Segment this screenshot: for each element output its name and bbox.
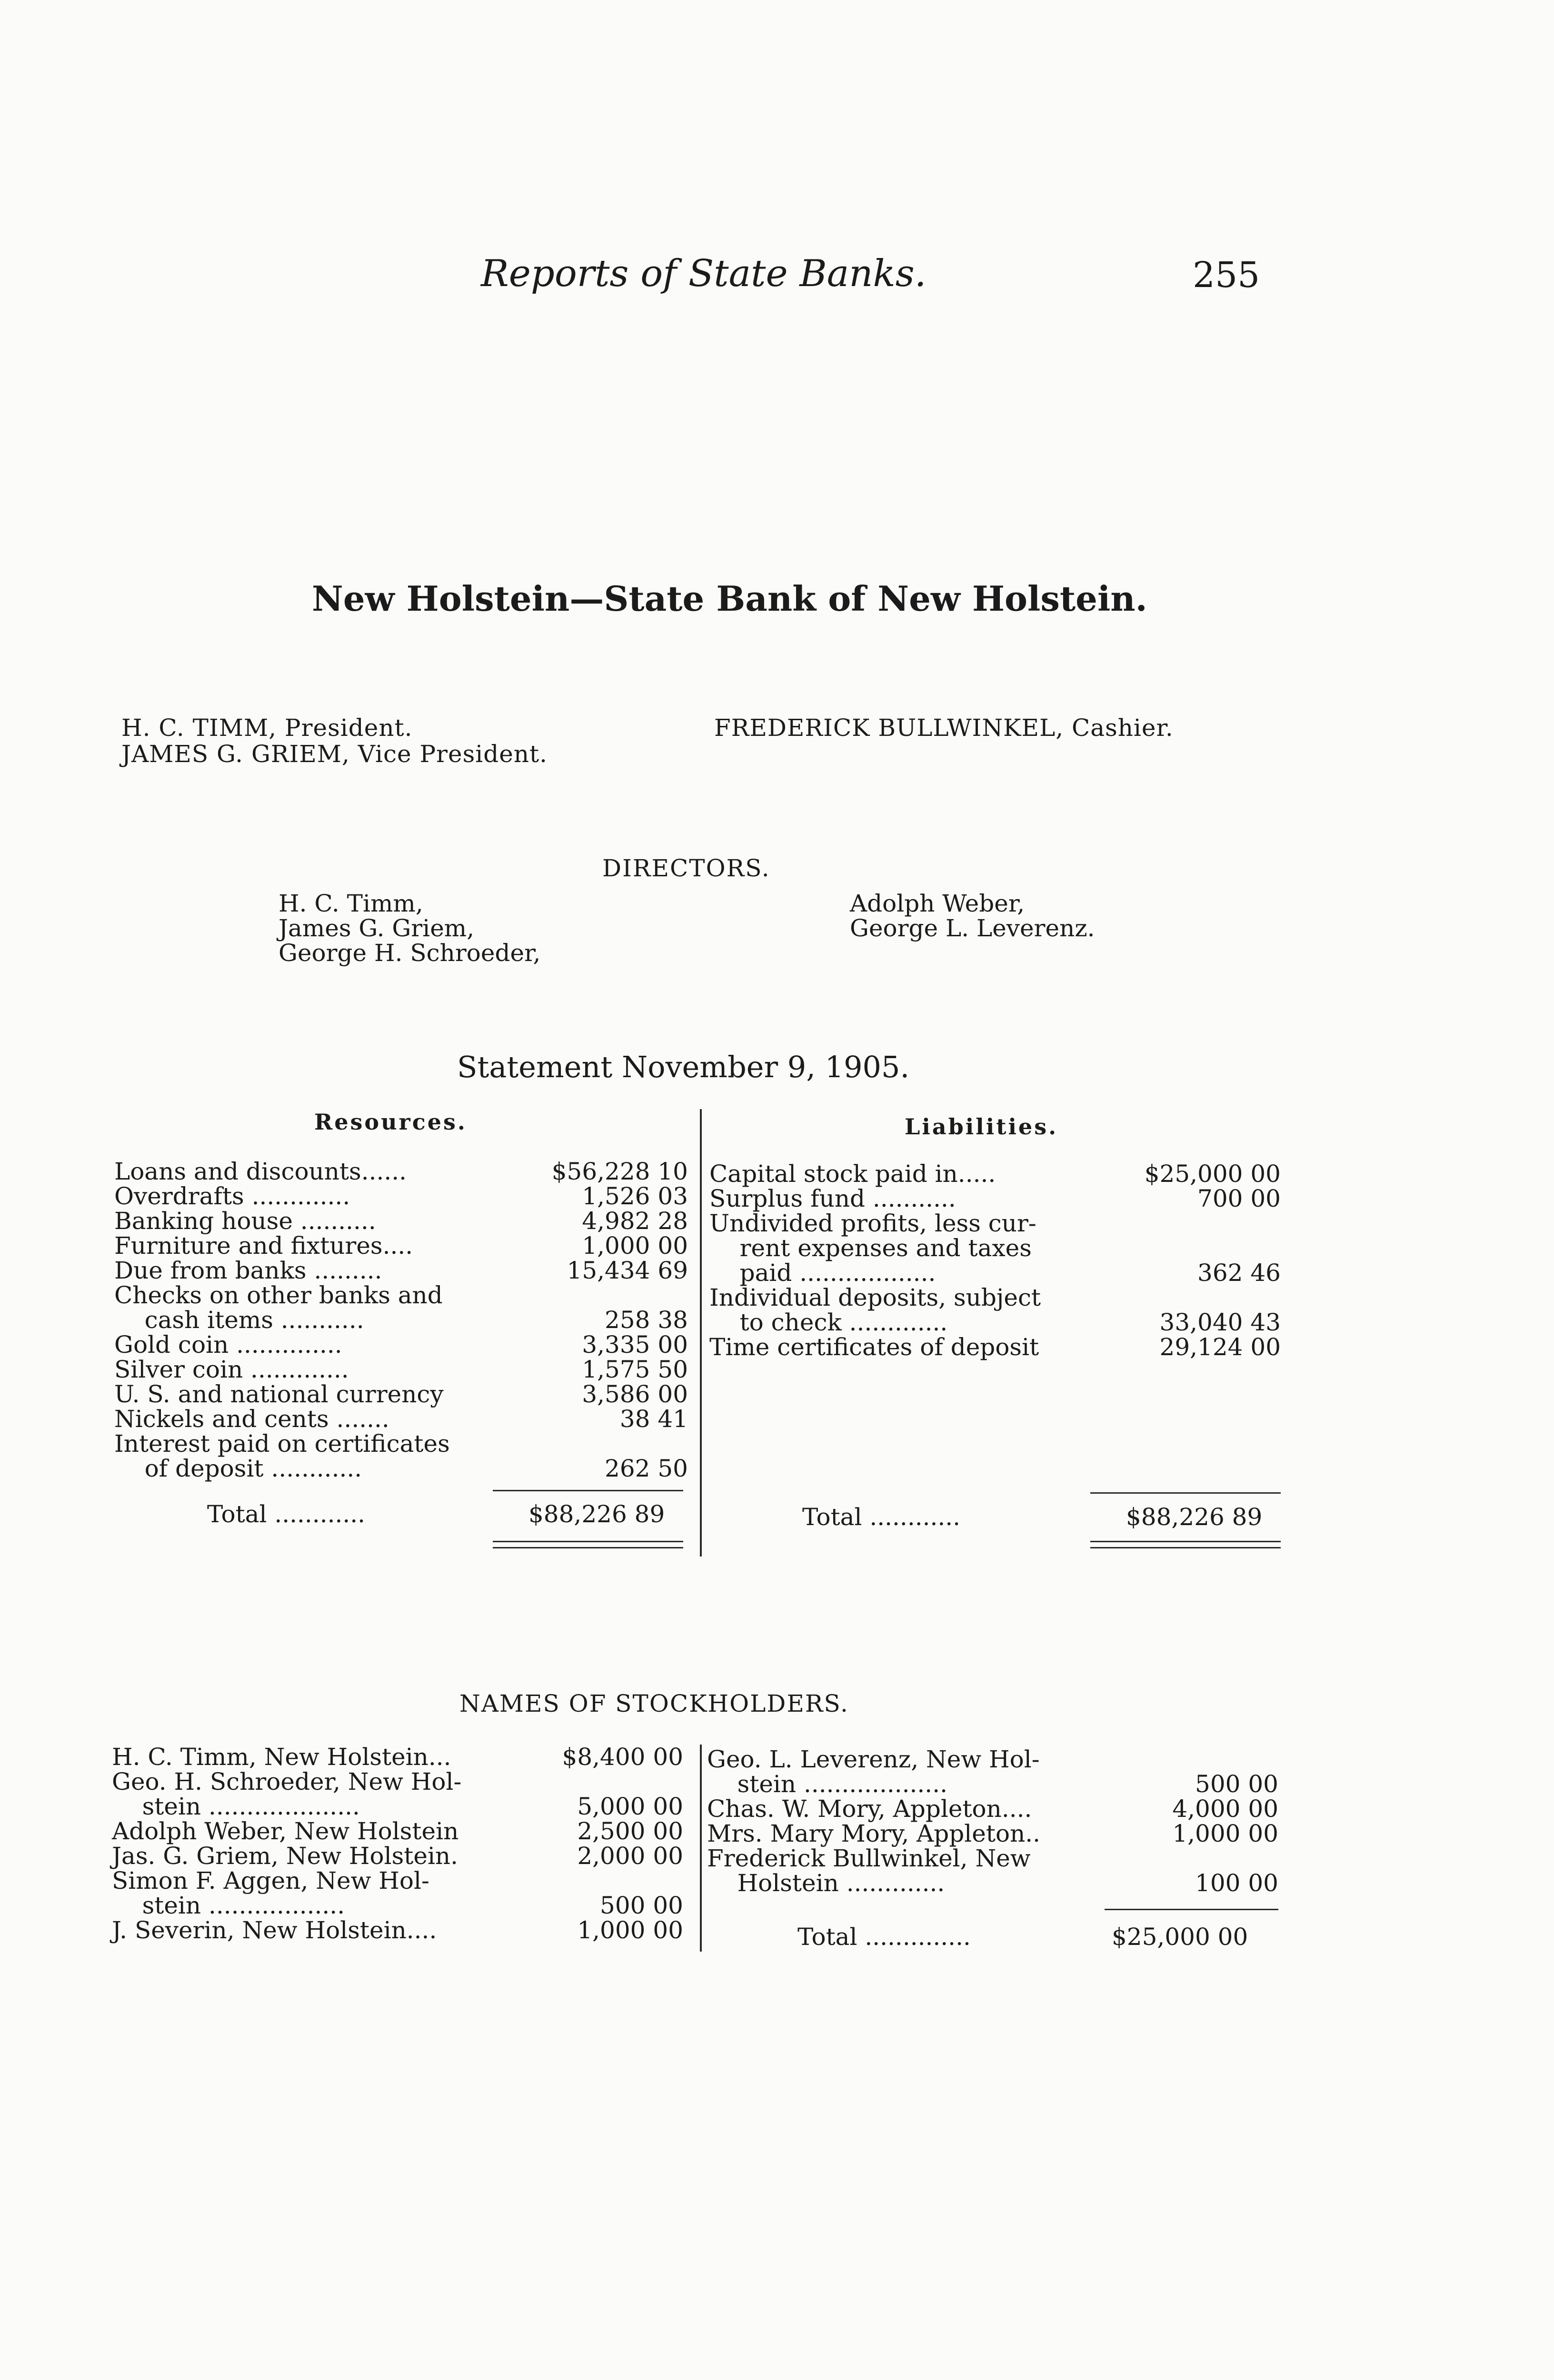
table-row	[707, 1772, 1278, 1796]
row-amount: $8,400 00	[562, 1743, 683, 1771]
director-name: H. C. Timm,	[279, 890, 423, 917]
resources-table	[114, 1159, 688, 1481]
row-amount: 362 46	[1197, 1259, 1281, 1287]
table-row	[114, 1431, 688, 1456]
officer-cashier: FREDERICK BULLWINKEL, Cashier.	[714, 714, 1174, 742]
stockholders-left-table	[112, 1745, 683, 1943]
row-label: Furniture and fixtures....	[114, 1232, 413, 1259]
table-row	[112, 1769, 683, 1794]
row-label: stein ....................	[112, 1793, 360, 1820]
director-name: George L. Leverenz.	[850, 914, 1095, 942]
table-row	[114, 1233, 688, 1258]
stockholders-right-table	[707, 1747, 1278, 1895]
row-label: Silver coin .............	[114, 1356, 349, 1383]
statement-title: Statement November 9, 1905.	[457, 1050, 910, 1084]
table-row	[114, 1382, 688, 1407]
table-row	[709, 1211, 1281, 1236]
row-label: Frederick Bullwinkel, New	[707, 1844, 1031, 1872]
director-name: George H. Schroeder,	[279, 939, 541, 967]
table-row	[114, 1332, 688, 1357]
table-row	[709, 1335, 1281, 1359]
row-label: cash items ...........	[114, 1306, 364, 1334]
table-row	[707, 1846, 1278, 1871]
row-label: Surplus fund ...........	[709, 1185, 956, 1212]
running-title: Reports of State Banks.	[481, 252, 926, 295]
row-label: Holstein .............	[707, 1869, 945, 1897]
row-amount: 262 50	[605, 1455, 688, 1482]
row-label: Checks on other banks and	[114, 1281, 443, 1309]
table-row	[709, 1285, 1281, 1310]
row-label: Geo. L. Leverenz, New Hol-	[707, 1745, 1040, 1773]
row-amount: 33,040 43	[1159, 1309, 1281, 1336]
table-row	[112, 1745, 683, 1769]
director-name: James G. Griem,	[279, 914, 475, 942]
row-amount: 1,526 03	[582, 1182, 688, 1210]
row-label: of deposit ............	[114, 1455, 362, 1482]
row-label: Capital stock paid in.....	[709, 1160, 996, 1188]
row-amount: 3,335 00	[582, 1331, 688, 1359]
liabilities-total: $88,226 89	[1126, 1503, 1263, 1531]
resources-heading: Resources.	[314, 1109, 467, 1135]
row-label: Adolph Weber, New Holstein	[112, 1817, 459, 1845]
table-row	[112, 1844, 683, 1868]
row-label: Loans and discounts......	[114, 1158, 407, 1185]
row-label: Chas. W. Mory, Appleton....	[707, 1795, 1032, 1823]
row-label: Interest paid on certificates	[114, 1430, 450, 1458]
table-row	[709, 1161, 1281, 1186]
row-label: rent expenses and taxes	[709, 1234, 1032, 1262]
row-label: Gold coin ..............	[114, 1331, 342, 1359]
table-row	[114, 1456, 688, 1481]
table-row	[707, 1871, 1278, 1895]
directors-heading: DIRECTORS.	[602, 854, 770, 882]
bank-title: New Holstein—State Bank of New Holstein.	[312, 578, 1147, 619]
row-label: Jas. G. Griem, New Holstein.	[112, 1842, 458, 1870]
row-amount: 1,000 00	[582, 1232, 688, 1259]
directors-left	[279, 891, 540, 965]
row-amount: 700 00	[1197, 1185, 1281, 1212]
row-amount: 100 00	[1195, 1869, 1278, 1897]
table-row	[709, 1186, 1281, 1211]
stockholders-sum-rule	[1105, 1909, 1278, 1910]
row-label: Overdrafts .............	[114, 1182, 350, 1210]
row-label: Individual deposits, subject	[709, 1284, 1041, 1311]
stockholders-heading: NAMES OF STOCKHOLDERS.	[459, 1690, 849, 1717]
table-row	[114, 1258, 688, 1283]
row-amount: 4,000 00	[1172, 1795, 1278, 1823]
row-label: U. S. and national currency	[114, 1380, 444, 1408]
table-row	[112, 1868, 683, 1893]
table-row	[114, 1357, 688, 1382]
table-row	[112, 1893, 683, 1918]
row-label: Nickels and cents .......	[114, 1405, 389, 1433]
row-label: Simon F. Aggen, New Hol-	[112, 1867, 429, 1894]
row-label: stein ..................	[112, 1892, 345, 1919]
liabilities-total-label: Total ............	[802, 1503, 961, 1531]
stockholders-total: $25,000 00	[1112, 1923, 1248, 1951]
liabilities-double-rule-top	[1090, 1541, 1281, 1542]
row-amount: 1,000 00	[1172, 1820, 1278, 1847]
table-row	[707, 1821, 1278, 1846]
row-label: paid ..................	[709, 1259, 936, 1287]
table-row	[709, 1260, 1281, 1285]
row-amount: $56,228 10	[551, 1158, 688, 1185]
row-label: Time certificates of deposit	[709, 1333, 1039, 1361]
row-amount: 4,982 28	[582, 1207, 688, 1235]
row-label: J. Severin, New Holstein....	[112, 1916, 437, 1944]
directors-right	[850, 891, 1095, 941]
liabilities-table	[709, 1161, 1281, 1359]
liabilities-sum-rule	[1090, 1492, 1281, 1494]
row-label: Due from banks .........	[114, 1257, 382, 1284]
row-label: to check .............	[709, 1309, 948, 1336]
row-amount: 1,000 00	[577, 1916, 683, 1944]
director-name: Adolph Weber,	[850, 890, 1025, 917]
row-label: Undivided profits, less cur-	[709, 1210, 1036, 1237]
resources-total-label: Total ............	[207, 1500, 366, 1528]
row-label: stein ...................	[707, 1770, 947, 1798]
officer-president: H. C. TIMM, President.	[121, 714, 413, 742]
row-amount: $25,000 00	[1144, 1160, 1281, 1188]
liabilities-double-rule-bottom	[1090, 1547, 1281, 1548]
row-amount: 3,586 00	[582, 1380, 688, 1408]
stockholders-total-label: Total ..............	[797, 1923, 971, 1951]
table-row	[114, 1209, 688, 1233]
resources-double-rule-top	[493, 1541, 683, 1542]
row-label: Banking house ..........	[114, 1207, 376, 1235]
table-row	[112, 1819, 683, 1844]
row-label: Geo. H. Schroeder, New Hol-	[112, 1768, 462, 1795]
row-amount: 258 38	[605, 1306, 688, 1334]
resources-sum-rule	[493, 1490, 683, 1491]
table-row	[114, 1283, 688, 1308]
table-row	[709, 1310, 1281, 1335]
resources-double-rule-bottom	[493, 1547, 683, 1548]
liabilities-heading: Liabilities.	[905, 1114, 1058, 1140]
row-amount: 1,575 50	[582, 1356, 688, 1383]
table-row	[112, 1794, 683, 1819]
row-amount: 2,500 00	[577, 1817, 683, 1845]
row-amount: 500 00	[600, 1892, 683, 1919]
stockholders-divider	[700, 1745, 702, 1952]
row-amount: 2,000 00	[577, 1842, 683, 1870]
table-row	[114, 1308, 688, 1332]
table-row	[707, 1747, 1278, 1772]
table-row	[114, 1184, 688, 1209]
table-row	[709, 1236, 1281, 1260]
table-row	[707, 1796, 1278, 1821]
table-row	[114, 1407, 688, 1431]
resources-total: $88,226 89	[528, 1500, 665, 1528]
row-amount: 5,000 00	[577, 1793, 683, 1820]
row-amount: 38 41	[619, 1405, 688, 1433]
row-label: H. C. Timm, New Holstein...	[112, 1743, 451, 1771]
table-row	[112, 1918, 683, 1943]
table-row	[114, 1159, 688, 1184]
row-amount: 500 00	[1195, 1770, 1278, 1798]
row-amount: 15,434 69	[567, 1257, 688, 1284]
page-number: 255	[1193, 255, 1260, 296]
officer-vice-president: JAMES G. GRIEM, Vice President.	[121, 740, 548, 768]
row-label: Mrs. Mary Mory, Appleton..	[707, 1820, 1041, 1847]
statement-divider	[700, 1109, 702, 1557]
row-amount: 29,124 00	[1159, 1333, 1281, 1361]
